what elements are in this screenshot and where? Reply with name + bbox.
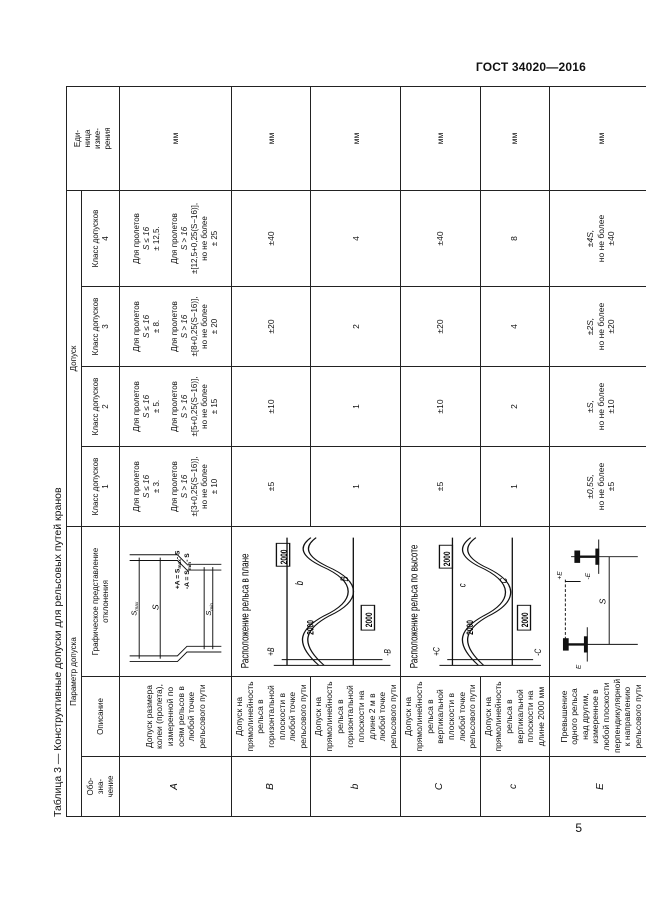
header-parameter: Параметр допуска [67, 527, 82, 817]
cell-line: S ≤ 16 [141, 314, 151, 339]
cell-line: Для пролетов [169, 213, 179, 264]
cell-line: S ≤ 16 [141, 394, 151, 419]
table-row [120, 86, 232, 816]
class4-cell: ±40 [232, 190, 311, 286]
description-cell: Допуск на прямолинейность рельса в горизонтальной плоскости в любой точке рельсового пути [232, 677, 311, 757]
unit-cell: мм [480, 86, 549, 190]
svg-text:Smax [129, 601, 140, 616]
label-smax: S [129, 610, 139, 616]
class4-cell [549, 190, 646, 286]
cell-line: ±5 [606, 481, 617, 492]
class2-cell [549, 367, 646, 447]
header-unit: Еди- ница изме- рения [67, 86, 120, 190]
cell-line: но не более [199, 384, 209, 429]
dim-2000: 2000 [465, 620, 476, 635]
standard-code: ГОСТ 34020—2016 [475, 60, 586, 74]
cell-line: ±[8+0,25(S−16)], [189, 296, 199, 357]
description-cell: Допуск размера колеи (пролета), измеренной по осям рельсов в любой точке рельсового пути [120, 677, 232, 757]
cell-line: S > 16 [179, 394, 189, 419]
cell-line: но не более [199, 216, 209, 261]
section-plan-title: Расположение рельса в плане [239, 553, 253, 669]
class2-cell: ±10 [401, 367, 480, 447]
table-row [232, 86, 311, 816]
symbol-cell: c [480, 757, 549, 817]
table-row [311, 86, 401, 816]
cell-line: Для пролетов [169, 381, 179, 432]
cell-line: ±S, [585, 400, 596, 413]
header-symbol: Обо- зна- чение [82, 757, 120, 817]
cell-line: Для пролетов [131, 381, 141, 432]
symbol-cell: B [232, 757, 311, 817]
label-s: S [150, 604, 161, 611]
cell-line: ± 10 [209, 478, 219, 495]
cell-line: S > 16 [179, 226, 189, 251]
rotated-page [52, 87, 643, 817]
formula-a1-tail: - S [174, 550, 182, 560]
label-minus-E: -E [584, 572, 592, 580]
table-row [549, 86, 646, 816]
class3-cell: 2 [311, 287, 401, 367]
label-smax-sub: max [135, 601, 141, 611]
class3-cell: 4 [480, 287, 549, 367]
formula-a1-sub: max [178, 559, 184, 569]
header-graphic: Графическое представление отклонения [82, 527, 120, 677]
cell-line: Для пролетов [131, 213, 141, 264]
symbol-cell: b [311, 757, 401, 817]
label-B: B [338, 576, 351, 582]
graphic-rail-level [549, 527, 646, 677]
label-b: b [293, 581, 306, 586]
label-smin-sub: min [209, 603, 215, 611]
unit-cell: мм [311, 86, 401, 190]
label-s: S [596, 598, 607, 605]
formula-a1: +A = S [174, 568, 182, 590]
page-number: 5 [575, 821, 582, 835]
class3-cell: ±20 [232, 287, 311, 367]
class1-cell: 1 [480, 447, 549, 527]
label-E: E [575, 664, 583, 670]
class1-cell [549, 447, 646, 527]
header-class2: Класс допусков 2 [82, 367, 120, 447]
label-minus-B: -B [382, 649, 393, 656]
cell-line: но не более [595, 462, 606, 511]
cell-line: ± 12,5. [151, 226, 161, 251]
cell-line: ±[12,5+0,25(S−16)], [189, 202, 199, 275]
label-plus-E: +E [556, 571, 564, 580]
cell-line: но не более [595, 214, 606, 263]
class2-cell: 2 [480, 367, 549, 447]
description-cell: Превышение одного рельса над другим, измеренное в любой плоскости перпендикулярной к направлению рельсового пути [549, 677, 646, 757]
cell-line: ±2S, [585, 317, 596, 336]
class4-cell: 8 [480, 190, 549, 286]
class1-cell: ±5 [232, 447, 311, 527]
class3-cell: ±20 [401, 287, 480, 367]
header-tolerance: Допуск [67, 190, 82, 526]
svg-text:+A = Smax- S [174, 550, 183, 589]
formula-a2-tail: - S [183, 553, 191, 562]
class2-cell [120, 367, 232, 447]
description-cell: Допуск на прямолинейность рельса в вертикальной плоскости в любой точке рельсового пути [401, 677, 480, 757]
graphic-gauge [120, 527, 232, 677]
table-caption: Таблица 3 — Конструктивные допуски для рельсовых путей кранов [52, 487, 64, 817]
label-plus-B: +B [265, 647, 277, 656]
label-smin: S [203, 610, 213, 616]
dim-2000: 2000 [520, 612, 531, 628]
dim-2000: 2000 [278, 549, 290, 565]
cell-line: но не более [595, 382, 606, 431]
description-cell: Допуск на прямолинейность рельса в вертикальной плоскости на длине 2000 мм [480, 677, 549, 757]
cell-line: Для пролетов [131, 461, 141, 512]
header-class3: Класс допусков 3 [82, 287, 120, 367]
cell-line: ± 20 [209, 318, 219, 335]
cell-line: но не более [199, 464, 209, 509]
section-height-title: Расположение рельса по высоте [408, 544, 422, 669]
cell-line: ±20 [606, 319, 617, 334]
cell-line: ± 15 [209, 398, 219, 415]
graphic-height [401, 527, 549, 677]
cell-line: ±[5+0,25(S−16)], [189, 376, 199, 437]
dim-2000: 2000 [363, 612, 375, 628]
unit-cell: мм [401, 86, 480, 190]
table-row [480, 86, 549, 816]
cell-line: ± 5. [151, 399, 161, 414]
cell-line: S > 16 [179, 474, 189, 499]
tolerance-table [66, 86, 646, 817]
unit-cell: мм [549, 86, 646, 190]
class3-cell [120, 287, 232, 367]
symbol-cell: E [549, 757, 646, 817]
class4-cell: 4 [311, 190, 401, 286]
symbol-cell: A [120, 757, 232, 817]
table-row [401, 86, 480, 816]
label-minus-C: -C [533, 648, 544, 656]
header-class1: Класс допусков 1 [82, 447, 120, 527]
label-c: c [456, 583, 469, 588]
class2-cell: ±10 [232, 367, 311, 447]
cell-line: ±4S, [585, 229, 596, 248]
cell-line: Для пролетов [131, 301, 141, 352]
label-plus-C: +C [431, 647, 443, 656]
cell-line: ±0,5S, [585, 474, 596, 499]
cell-line: ±40 [606, 231, 617, 246]
cell-line: но не более [595, 302, 606, 351]
class4-cell: ±40 [401, 190, 480, 286]
unit-cell: мм [120, 86, 232, 190]
cell-line: ± 25 [209, 230, 219, 247]
formula-a2-sub: min [187, 561, 193, 571]
description-cell: Допуск на прямолинейность рельса в горизонтальной плоскости на длине 2 м в любой точке рельсового пути [311, 677, 401, 757]
dim-2000: 2000 [442, 551, 453, 567]
cell-line: ±[3+0,25(S−16)], [189, 456, 199, 517]
label-C: C [498, 577, 510, 584]
cell-line: ± 8. [151, 319, 161, 334]
class1-cell: 1 [311, 447, 401, 527]
header-class4: Класс допусков 4 [82, 190, 120, 286]
cell-line: Для пролетов [169, 301, 179, 352]
dim-2000: 2000 [305, 620, 316, 635]
symbol-cell: C [401, 757, 480, 817]
header-description: Описание [82, 677, 120, 757]
svg-text:-A = Smin- S [184, 553, 193, 589]
class1-cell [120, 447, 232, 527]
cell-line: ± 3. [151, 479, 161, 494]
cell-line: ±10 [606, 399, 617, 414]
class1-cell: ±5 [401, 447, 480, 527]
graphic-plan [232, 527, 401, 677]
cell-line: S > 16 [179, 314, 189, 339]
unit-cell: мм [232, 86, 311, 190]
cell-line: Для пролетов [169, 461, 179, 512]
class3-cell [549, 287, 646, 367]
class2-cell: 1 [311, 367, 401, 447]
cell-line: S ≤ 16 [141, 474, 151, 499]
cell-line: S ≤ 16 [141, 226, 151, 251]
class4-cell [120, 190, 232, 286]
cell-line: но не более [199, 304, 209, 349]
formula-a2: -A = S [183, 570, 191, 590]
